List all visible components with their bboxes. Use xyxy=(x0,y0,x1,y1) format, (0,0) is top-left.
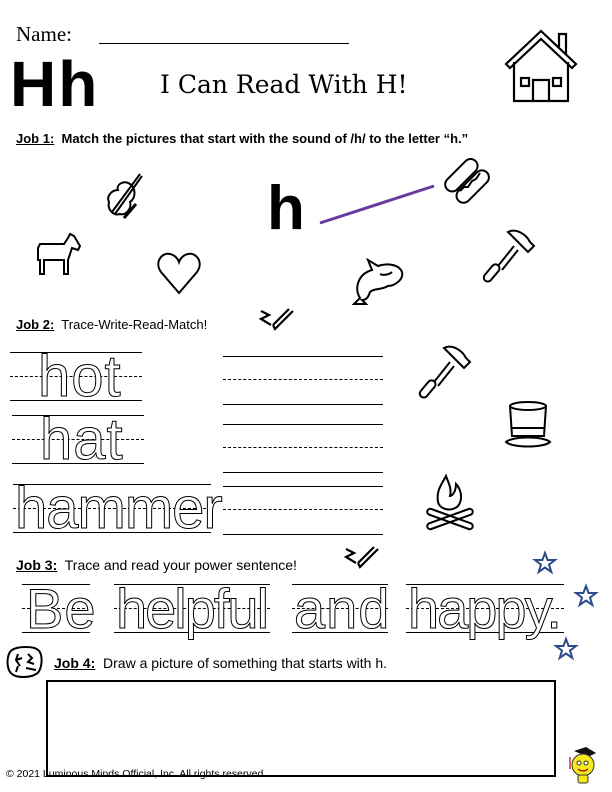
trace-word-hammer[interactable]: hammer xyxy=(15,476,222,541)
job2-label: Job 2: xyxy=(16,317,55,332)
job4-label: Job 4: xyxy=(54,655,96,671)
match-line xyxy=(318,183,438,228)
sentence-word-be[interactable]: Be xyxy=(22,584,90,634)
trace-word-hot[interactable]: hot xyxy=(10,352,142,402)
sentence-word-happy[interactable]: happy. xyxy=(406,584,564,634)
write-row-2[interactable] xyxy=(223,424,383,474)
drawing-kids-icon xyxy=(6,646,44,678)
job3-instruction: Trace and read your power sentence! xyxy=(64,557,297,573)
job2-instruction: Trace-Write-Read-Match! xyxy=(61,317,208,332)
lightbulb-mascot-icon xyxy=(566,747,600,787)
orca-icon[interactable] xyxy=(350,258,406,306)
heart-icon[interactable] xyxy=(156,250,202,296)
job2-heading xyxy=(16,317,207,332)
campfire-icon[interactable] xyxy=(424,474,476,536)
house-icon xyxy=(504,28,578,104)
big-letters: Hh xyxy=(10,48,100,120)
hammer-icon[interactable] xyxy=(484,228,536,288)
pencil-check-icon xyxy=(344,545,382,569)
job3-label: Job 3: xyxy=(16,557,58,573)
name-field[interactable] xyxy=(99,43,349,44)
pencil-check-icon xyxy=(259,307,297,331)
star-icon xyxy=(533,551,557,575)
page-title: I Can Read With H! xyxy=(160,70,408,99)
job1-heading xyxy=(16,131,468,146)
violin-icon[interactable] xyxy=(104,170,144,222)
job4-heading xyxy=(54,655,387,671)
sentence-word-helpful[interactable]: helpful xyxy=(114,584,270,634)
sentence-word-and[interactable]: and xyxy=(294,577,391,640)
trace-word-hat[interactable]: hat xyxy=(12,415,144,465)
top-hat-icon[interactable] xyxy=(504,398,552,452)
star-icon xyxy=(554,637,578,661)
copyright: © 2021 Luminous Minds Official, Inc. All rights reserved. xyxy=(6,768,267,780)
job1-label: Job 1: xyxy=(16,131,55,146)
drawing-area[interactable] xyxy=(46,680,556,777)
horse-icon[interactable] xyxy=(34,232,84,276)
job1-instruction: Match the pictures that start with the sound of /h/ to the letter “h.” xyxy=(61,131,469,146)
job4-instruction: Draw a picture of something that starts with h. xyxy=(103,655,388,671)
name-label: Name: xyxy=(16,22,72,46)
hammer-icon[interactable] xyxy=(420,344,472,404)
write-row-1[interactable] xyxy=(223,356,383,406)
job3-heading xyxy=(16,557,297,573)
hot-dog-icon[interactable] xyxy=(446,157,498,207)
match-letter-h: h xyxy=(267,174,305,243)
write-row-3[interactable] xyxy=(223,486,383,536)
star-icon xyxy=(574,584,598,608)
